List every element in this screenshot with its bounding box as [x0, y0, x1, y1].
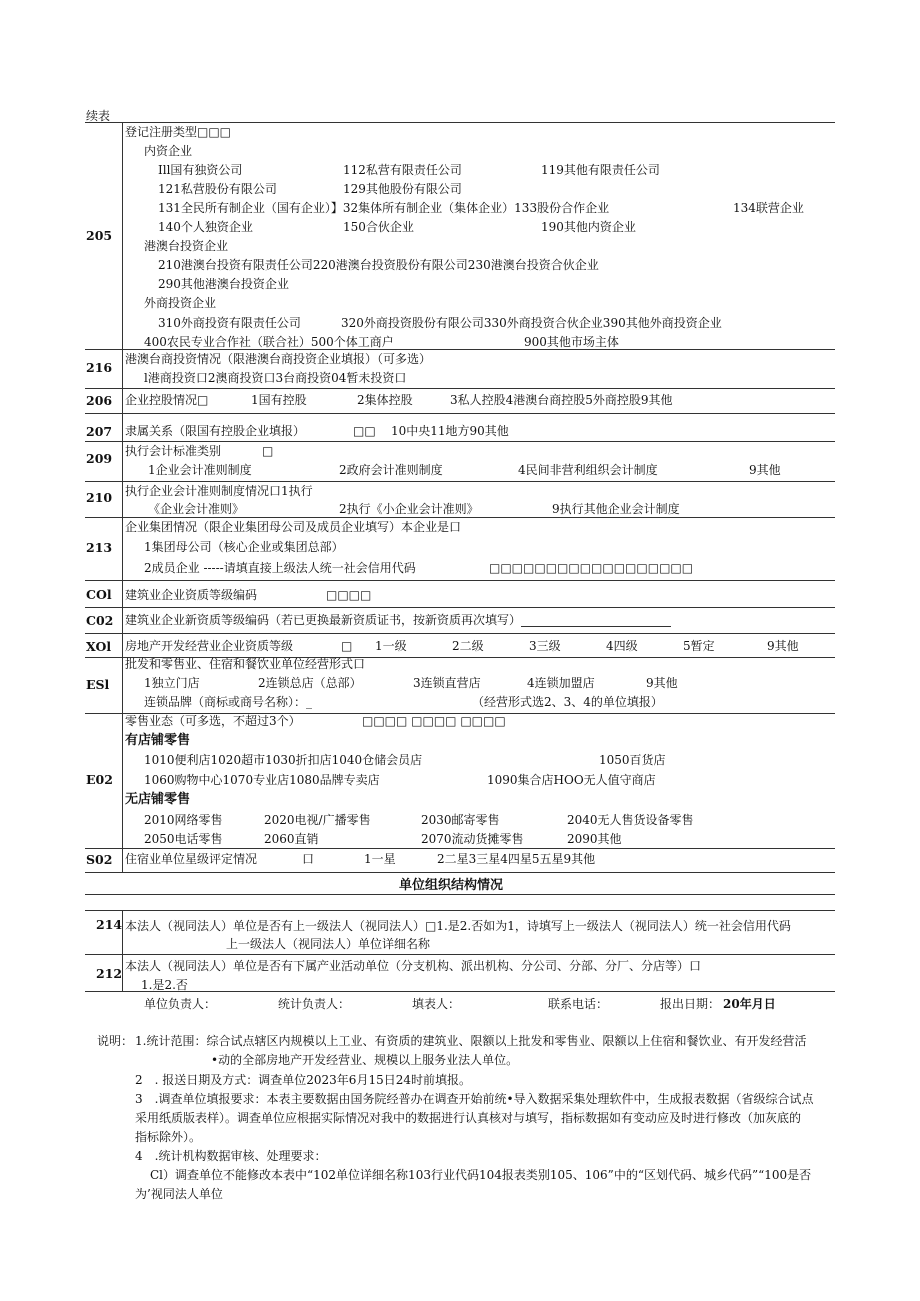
option-140: 140个人独资企业	[158, 220, 253, 234]
option-310: 310外商投资有限责任公司	[158, 316, 301, 330]
realestate-qualification-box[interactable]: □	[341, 639, 353, 653]
hmt-enterprise-heading: 港澳台投资企业	[144, 239, 229, 253]
holding-option-3-9: 3私人控股4港澳台商控股5外商控股9其他	[450, 393, 673, 407]
note-4: 4 .统计机构数据审核、处理要求：	[135, 1149, 327, 1163]
retail-format-boxes[interactable]: □□□□ □□□□ □□□□	[362, 714, 506, 728]
report-date-label: 报出日期：	[660, 997, 721, 1011]
note-3-line-3: 指标除外）。	[135, 1130, 202, 1144]
business-form-option-9: 9其他	[646, 676, 678, 690]
affiliation-options: 10中央11地方90其他	[391, 424, 509, 438]
store-retail-heading: 有店铺零售	[125, 733, 191, 748]
hmt-investment-label: 港澳台商投资情况（限港澳台商投资企业填报）（可多选）	[125, 352, 432, 366]
hotel-star-label: 住宿业单位星级评定情况	[125, 852, 258, 866]
nonstore-option-2070: 2070流动货摊零售	[421, 832, 524, 846]
row-divider	[85, 954, 835, 955]
chain-brand-field[interactable]: 连锁品牌（商标或商号名称）：_	[144, 695, 313, 709]
unit-head-label: 单位负责人：	[144, 997, 217, 1011]
execution-option-9: 9执行其他企业会计制度	[552, 502, 680, 516]
option-150: 150合伙企业	[343, 220, 414, 234]
nonstore-option-2060: 2060直销	[264, 832, 319, 846]
holding-option-1: 1国有控股	[251, 393, 307, 407]
group-status-label[interactable]: 企业集团情况（限企业集团母公司及成员企业填写）本企业是口	[125, 520, 462, 534]
hotel-star-options-2-9: 2二星3三星4四星5五星9其他	[437, 852, 596, 866]
row-code-s02: S02	[86, 852, 113, 867]
parent-entity-name-label: 上一级法人（视同法人）单位详细名称	[226, 937, 431, 951]
hotel-star-box[interactable]: 口	[302, 852, 315, 866]
registration-type-label: 登记注册类型□□□	[125, 125, 232, 139]
row-divider	[85, 872, 835, 873]
note-1-line-2: •动的全部房地产开发经营业、规模以上服务业法人单位。	[211, 1053, 519, 1067]
accounting-option-4: 4民间非营利组织会计制度	[518, 463, 658, 477]
notes-label: 说明：	[97, 1034, 134, 1048]
row-divider	[85, 910, 835, 911]
hotel-star-option-1: 1一星	[364, 852, 396, 866]
realestate-option-2: 2二级	[452, 639, 484, 653]
nonstore-option-2090: 2090其他	[567, 832, 622, 846]
option-119: 119其他有限责任公司	[541, 163, 660, 177]
execution-option-1: 《企业会计准则》	[148, 502, 245, 516]
report-date-value: 20年月日	[723, 997, 776, 1011]
accounting-option-9: 9其他	[749, 463, 781, 477]
row-code-c01: COl	[86, 587, 112, 602]
group-option-2: 2成员企业 -----请填直接上级法人统一社会信用代码	[144, 561, 416, 575]
subsidiary-options: 1.是2.否	[141, 978, 188, 992]
accounting-option-1: 1企业会计准则制度	[148, 463, 252, 477]
section-divider	[85, 894, 835, 895]
construction-new-qualification-row	[125, 613, 671, 627]
accounting-standard-label: 执行会计标准类别	[125, 444, 222, 458]
nonstore-option-2040: 2040无人售货设备零售	[567, 813, 694, 827]
accounting-standard-box[interactable]: □	[262, 444, 274, 458]
nonstore-option-2010: 2010网络零售	[144, 813, 223, 827]
row-code-213: 213	[86, 540, 113, 555]
row-divider	[85, 413, 835, 414]
option-131-133: 131全民所有制企业（国有企业）】32集体所有制企业（集体企业）133股份合作企业	[158, 201, 610, 215]
business-form-option-1: 1独立门店	[144, 676, 200, 690]
business-form-option-4: 4连锁加盟店	[527, 676, 595, 690]
nonstore-retail-heading: 无店铺零售	[125, 792, 191, 807]
option-400-500: 400农民专业合作社（联合社）500个体工商户	[144, 335, 394, 349]
row-code-x01: XOl	[86, 639, 112, 654]
row-code-210: 210	[86, 490, 113, 505]
code-column-divider-lower	[122, 910, 123, 991]
section-title: 单位组织结构情况	[399, 878, 504, 893]
option-129: 129其他股份有限公司	[343, 182, 462, 196]
row-divider	[85, 517, 835, 518]
row-code-207: 207	[86, 424, 113, 439]
business-form-option-3: 3连锁直营店	[413, 676, 481, 690]
domestic-enterprise-heading: 内资企业	[144, 144, 193, 158]
option-111: Ill国有独资公司	[158, 163, 243, 177]
filler-label: 填表人：	[412, 997, 461, 1011]
row-divider	[85, 349, 835, 350]
business-form-label[interactable]: 批发和零售业、住宿和餐饮业单位经营形式口	[125, 657, 366, 671]
row-code-214: 214	[96, 917, 123, 932]
store-retail-options-3: 1090集合店HOO无人值守商店	[487, 773, 656, 787]
note-1-line-1: 1.统计范围：综合试点辖区内规模以上工业、有资质的建筑业、限额以上批发和零售业、限额以上住宿和餐饮业、有开发经营活	[135, 1034, 807, 1048]
parent-entity-question[interactable]: 本法人（视同法人）单位是否有上一级法人（视同法人）□1.是2.否如为1，诗填写上一级法人（视同法人）统一社会信用代码	[125, 919, 791, 933]
store-retail-options-2: 1060购物中心1070专业店1080品牌专卖店	[144, 773, 380, 787]
holding-option-2: 2集体控股	[357, 393, 413, 407]
subsidiary-question[interactable]: 本法人（视同法人）单位是否有下属产业活动单位（分支机构、派出机构、分公司、分部、分厂、分店等）口	[125, 959, 702, 973]
group-option-1: 1集团母公司（核心企业或集团总部）	[144, 540, 344, 554]
stat-head-label: 统计负责人：	[278, 997, 351, 1011]
note-3-line-1: 3 .调查单位填报要求：本表主要数据由国务院经普办在调查开始前统•导入数据采集处理软件中，生成报表数据（省级综合试点	[135, 1092, 814, 1106]
retail-format-label: 零售业态（可多选，不超过3个）	[125, 714, 301, 728]
business-form-option-2: 2连锁总店（总部）	[258, 676, 362, 690]
row-divider	[85, 848, 835, 849]
option-134: 134联营企业	[733, 201, 804, 215]
realestate-option-9: 9其他	[767, 639, 799, 653]
row-code-212: 212	[96, 966, 123, 981]
construction-qualification-label: 建筑业企业资质等级编码	[125, 588, 258, 602]
row-code-209: 209	[86, 451, 113, 466]
phone-label: 联系电话：	[548, 997, 609, 1011]
option-290: 290其他港澳台投资企业	[158, 277, 289, 291]
note-3-line-2: 采用纸质版表样）。调查单位应根据实际情况对我中的数据进行认真核对与填写，指标数据如有变动应及时进行修改（加灰底的	[135, 1111, 802, 1125]
note-2: 2 . 报送日期及方式：调查单位2023年6月15日24时前填报。	[135, 1073, 471, 1087]
row-divider	[85, 633, 835, 634]
foreign-enterprise-heading: 外商投资企业	[144, 296, 217, 310]
row-code-205: 205	[86, 228, 113, 243]
option-112: 112私营有限责任公司	[343, 163, 462, 177]
realestate-option-5: 5暂定	[683, 639, 715, 653]
construction-new-qualification-input[interactable]	[521, 615, 671, 627]
realestate-option-1: 1一级	[375, 639, 407, 653]
row-divider	[85, 388, 835, 389]
construction-new-qualification-label: 建筑业企业新资质等级编码（若已更换最新资质证书，按新资质再次填写）	[125, 613, 522, 627]
construction-qualification-boxes[interactable]: □□□□	[326, 588, 372, 602]
nonstore-option-2050: 2050电话零售	[144, 832, 223, 846]
row-code-216: 216	[86, 360, 113, 375]
continued-label: 续表	[86, 109, 111, 123]
accounting-option-2: 2政府会计准则制度	[339, 463, 443, 477]
code-column-divider	[122, 122, 123, 872]
note-5-line-1: Cl）调查单位不能修改本表中“102单位详细名称103行业代码104报表类别105、106”中的“区划代码、城乡代码”“100是否	[150, 1168, 812, 1182]
holding-status-label[interactable]: 企业控股情况□	[125, 393, 209, 407]
option-320-390: 320外商投资股份有限公司330外商投资合伙企业390其他外商投资企业	[341, 316, 722, 330]
row-code-c02: C02	[86, 613, 114, 628]
nonstore-option-2020: 2020电视/广播零售	[264, 813, 371, 827]
row-divider	[85, 441, 835, 442]
affiliation-label: 隶属关系（限国有控股企业填报）	[125, 424, 306, 438]
row-code-206: 206	[86, 393, 113, 408]
row-divider	[85, 580, 835, 581]
store-retail-options-1: 1010便利店1020超市1030折扣店1040仓储会员店	[144, 753, 423, 767]
nonstore-option-2030: 2030邮寄零售	[421, 813, 500, 827]
option-210-230: 210港澳台投资有限责任公司220港澳台投资股份有限公司230港澳台投资合伙企业	[158, 258, 599, 272]
execution-option-2: 2执行《小企业会计准则》	[339, 502, 479, 516]
realestate-qualification-label: 房地产开发经营业企业资质等级	[125, 639, 294, 653]
realestate-option-4: 4四级	[606, 639, 638, 653]
row-divider	[85, 481, 835, 482]
table-bottom-border	[85, 991, 835, 992]
option-190: 190其他内资企业	[541, 220, 636, 234]
option-900: 900其他市场主体	[524, 335, 619, 349]
note-5-line-2: 为’视同法人单位	[135, 1187, 223, 1201]
option-121: 121私营股份有限公司	[158, 182, 277, 196]
chain-brand-note: （经营形式选2、3、4的单位填报）	[472, 695, 663, 709]
credit-code-boxes[interactable]: □□□□□□□□□□□□□□□□□□	[489, 561, 694, 575]
table-top-border	[85, 122, 835, 123]
row-divider	[85, 607, 835, 608]
affiliation-boxes[interactable]: □□	[353, 424, 376, 438]
accounting-execution-label[interactable]: 执行企业会计准则制度情况口1执行	[125, 484, 313, 498]
row-code-e01: ESl	[86, 677, 110, 692]
row-code-e02: E02	[86, 772, 113, 787]
hmt-investment-options[interactable]: l港商投资口2澳商投资口3台商投资04暂未投资口	[144, 371, 407, 385]
store-retail-option-1050: 1050百货店	[599, 753, 666, 767]
realestate-option-3: 3三级	[529, 639, 561, 653]
